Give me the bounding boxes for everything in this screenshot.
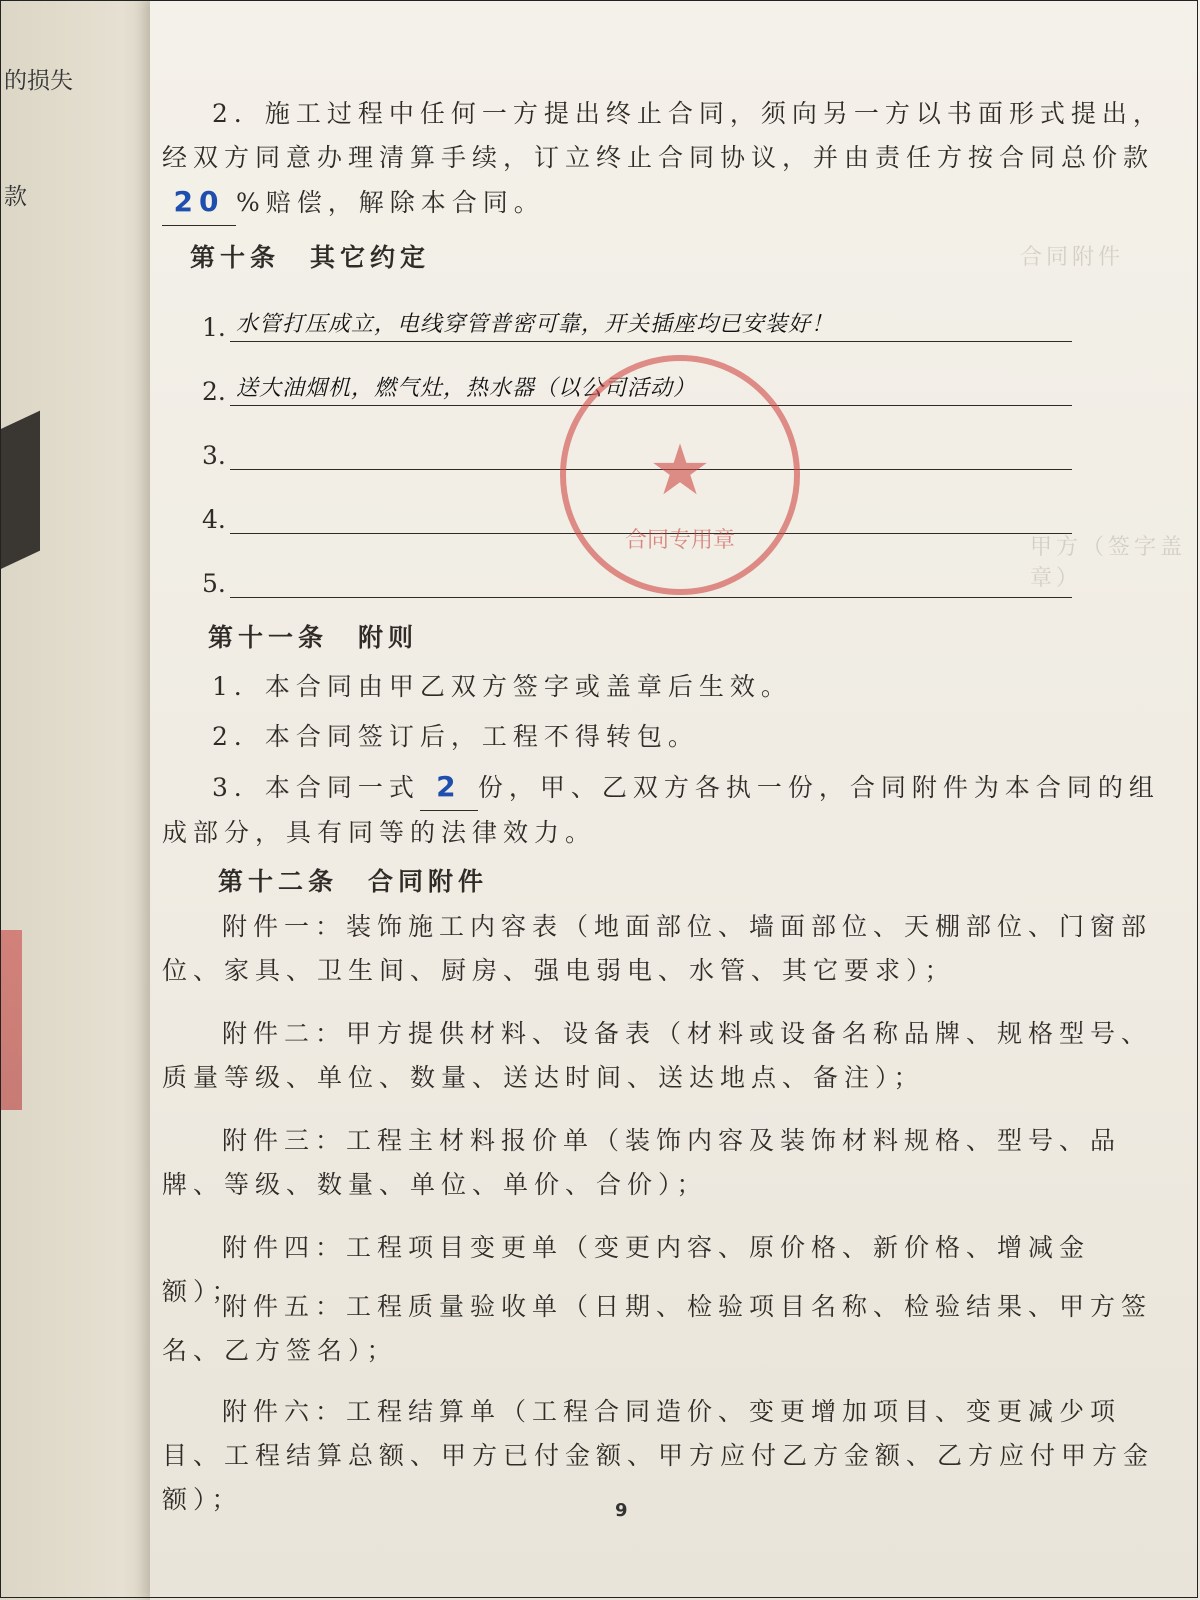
attachment-2-text: 附件二：甲方提供材料、设备表（材料或设备名称品牌、规格型号、质量等级、单位、数量、送达时间、送达地点、备注）； <box>162 1019 1153 1092</box>
page-tear-shadow <box>0 411 40 570</box>
percent-blank <box>162 180 236 226</box>
attachment-1 <box>162 905 1170 993</box>
termination-text: 2．施工过程中任何一方提出终止合同，须向另一方以书面形式提出，经双方同意办理清算手续，订立终止合同协议，并由责任方按合同总价款 <box>162 99 1164 172</box>
attachment-5-text: 附件五：工程质量验收单（日期、检验项目名称、检验结果、甲方签名、乙方签名）； <box>162 1292 1153 1365</box>
bleed-through-text: 合同附件 <box>1020 245 1125 270</box>
termination-text-end: %赔偿，解除本合同。 <box>236 188 545 217</box>
clause-11-item-3-text-end: 份，甲、乙双方各执一份，合同附件为本合同的组成部分，具有同等的法律效力。 <box>162 773 1160 847</box>
red-stamp-edge <box>0 930 22 1110</box>
contract-page <box>150 0 1200 1600</box>
agreement-line-1 <box>202 302 1072 346</box>
clause-12-title: 第十二条 合同附件 <box>218 867 489 896</box>
agreement-number: 2. <box>202 377 226 406</box>
clause-11-item-2: 2．本合同签订后，工程不得转包。 <box>212 722 699 751</box>
agreement-number: 5. <box>202 569 226 598</box>
agreement-number: 3. <box>202 441 226 470</box>
company-seal <box>560 355 800 595</box>
attachment-3 <box>162 1119 1170 1207</box>
previous-page-edge <box>0 0 175 1600</box>
attachment-5 <box>162 1285 1170 1373</box>
clause-10-title: 第十条 其它约定 <box>190 243 431 272</box>
clause-11-title: 第十一条 附则 <box>208 623 419 652</box>
seal-text: 合同专用章 <box>624 528 735 553</box>
attachment-2 <box>162 1012 1170 1100</box>
percent-value: 20 <box>173 185 225 218</box>
agreement-number: 1. <box>202 313 226 342</box>
attachment-4-text: 附件四：工程项目变更单（变更内容、原价格、新价格、增减金额）； <box>162 1233 1091 1306</box>
attachment-3-text: 附件三：工程主材料报价单（装饰内容及装饰材料规格、型号、品牌、等级、数量、单位、单价、合价）； <box>162 1126 1122 1199</box>
attachment-6-text: 附件六：工程结算单（工程合同造价、变更增加项目、变更减少项目、工程结算总额、甲方已付金额、甲方应付乙方金额、乙方应付甲方金额）； <box>162 1397 1155 1514</box>
agreement-underline <box>230 341 1072 342</box>
attachment-6 <box>162 1390 1170 1522</box>
seal-star-icon: ★ <box>648 429 712 511</box>
left-page-text-fragment: 的损失 <box>4 68 73 94</box>
agreement-underline <box>230 597 1072 598</box>
attachment-1-text: 附件一：装饰施工内容表（地面部位、墙面部位、天棚部位、门窗部位、家具、卫生间、厨房、强电弱电、水管、其它要求）； <box>162 912 1153 985</box>
termination-paragraph <box>162 92 1170 226</box>
bleed-through-text: 甲方（签字盖章） <box>1030 535 1187 591</box>
clause-11-item-3 <box>162 765 1170 855</box>
agreement-number: 4. <box>202 505 226 534</box>
left-page-text-fragment: 款 <box>4 184 27 210</box>
agreement-handwriting: 水管打压成立，电线穿管普密可靠，开关插座均已安装好！ <box>236 312 835 337</box>
page-number: 9 <box>615 1500 628 1521</box>
clause-11-item-3-text: 3．本合同一式 <box>212 773 420 802</box>
clause-11-item-1: 1．本合同由甲乙双方签字或盖章后生效。 <box>212 672 792 701</box>
agreement-handwriting: 送大油烟机，燃气灶，热水器（以公司活动） <box>236 376 697 401</box>
copies-value: 2 <box>436 770 462 803</box>
copies-blank <box>420 765 478 811</box>
